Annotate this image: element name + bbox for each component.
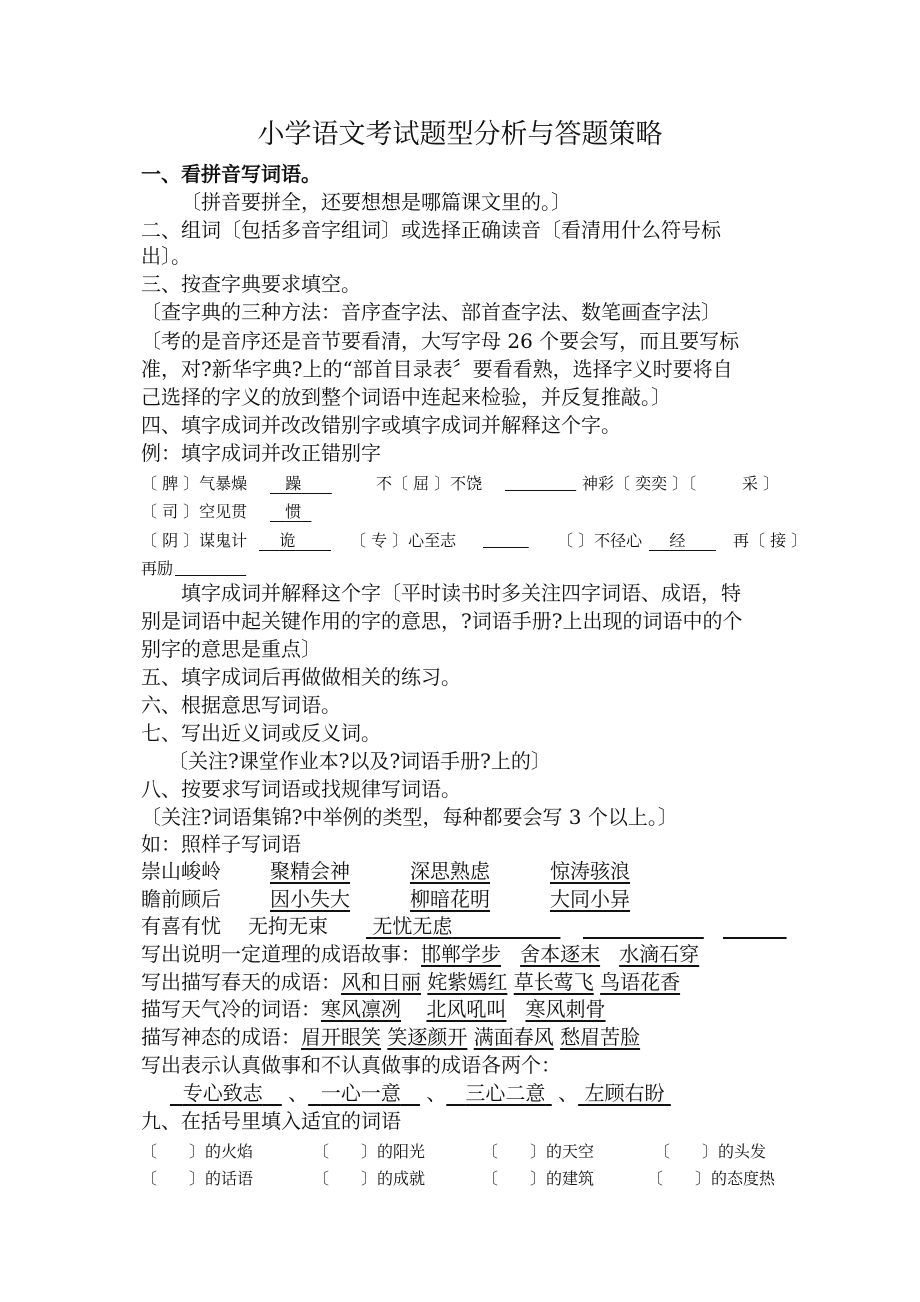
page-title: 小学语文考试题型分析与答题策略 bbox=[257, 119, 663, 150]
answer-blank bbox=[583, 913, 704, 939]
fill-blank-item: 〔 〕的态度热 bbox=[647, 1169, 776, 1188]
exercise-item: 〔 专 〕心至志 bbox=[350, 531, 457, 550]
idiom-example: 瞻前顾后 bbox=[141, 887, 221, 911]
fill-blank-item: 〔 〕的头发 bbox=[654, 1142, 767, 1161]
section-3-note-4: 己选择的字义的放到整个词语中连起来检验，并反复推敲。〕 bbox=[141, 385, 671, 409]
idiom-answer: 无忧无虑 bbox=[372, 914, 453, 938]
section-3-note-1: 〔查字典的三种方法：音序查字法、部首查字法、数笔画查字法〕 bbox=[141, 300, 721, 324]
section-5-heading: 五、填字成词后再做做相关的练习。 bbox=[141, 665, 461, 689]
answer-blank bbox=[483, 528, 529, 547]
idiom-answer: 北风吼叫 bbox=[426, 997, 507, 1021]
section-4-example: 例：填字成词并改正错别字 bbox=[141, 441, 381, 465]
serious-idioms-line: 专心致志 、 一心一意 、 三心二意 、 左顾右盼 bbox=[170, 1080, 671, 1106]
answer-blank bbox=[505, 471, 576, 490]
fill-blank-item: 〔 〕的话语 bbox=[141, 1169, 254, 1188]
idiom-answer: 眉开眼笑 bbox=[301, 1025, 381, 1049]
idiom-answer: 深思熟虑 bbox=[410, 859, 490, 883]
exercise-item: 神彩〔 奕奕 〕〔 bbox=[582, 474, 697, 493]
idiom-answer: 专心致志 bbox=[182, 1081, 263, 1105]
idiom-answer: 左顾右盼 bbox=[584, 1081, 665, 1105]
idiom-example: 崇山峻岭 bbox=[141, 859, 221, 883]
idiom-answer: 愁眉苦脸 bbox=[560, 1025, 641, 1049]
fill-blank-item: 〔 〕的建筑 bbox=[482, 1169, 595, 1188]
idiom-answer: 柳暗花明 bbox=[410, 887, 490, 911]
section-4-para-2: 别是词语中起关键作用的字的意思，?词语手册?上出现的词语中的个 bbox=[141, 609, 743, 633]
idiom-answer: 一心一意 bbox=[320, 1081, 401, 1105]
section-6-heading: 六、根据意思写词语。 bbox=[141, 693, 341, 717]
idiom-answer: 舍本逐末 bbox=[520, 942, 601, 966]
section-2-line-1: 二、组词〔包括多音字组词〕或选择正确读音〔看清用什么符号标 bbox=[141, 218, 721, 242]
mood-idioms-line: 描写神态的成语：眉开眼笑 笑逐颜开 满面春风 愁眉苦脸 bbox=[141, 1025, 641, 1049]
idiom-answer: 水滴石穿 bbox=[619, 942, 700, 966]
idiom-answer: 笑逐颜开 bbox=[387, 1025, 468, 1049]
exercise-item: 〔 〕不径心 bbox=[557, 531, 643, 550]
idiom-answer: 三心二意 bbox=[465, 1081, 546, 1105]
section-3-note-3: 准，对?新华字典?上的“部首目录表〞要看看熟，选择字义时要将自 bbox=[141, 357, 733, 381]
section-4-para-1: 填字成词并解释这个字〔平时读书时多关注四字词语、成语，特 bbox=[181, 581, 741, 605]
idiom-example: 有喜有忧 bbox=[141, 914, 221, 938]
idiom-answer: 鸟语花香 bbox=[600, 970, 681, 994]
idiom-answer: 邯郸学步 bbox=[421, 942, 501, 966]
exercise-item: 〔 阴 〕谋鬼计 bbox=[141, 531, 248, 550]
answer-blank: 躁 bbox=[285, 474, 302, 493]
section-2-line-2: 出〕。 bbox=[141, 244, 191, 268]
story-idioms-line: 写出说明一定道理的成语故事：邯郸学步 舍本逐末 水滴石穿 bbox=[141, 942, 700, 966]
fill-blank-item: 〔 〕的火焰 bbox=[141, 1142, 254, 1161]
fill-blank-item: 〔 〕的天空 bbox=[482, 1142, 595, 1161]
idiom-answer: 寒风凛冽 bbox=[321, 997, 401, 1021]
section-1-heading: 一、看拼音写词语。 bbox=[141, 162, 321, 186]
idiom-answer: 草长莺飞 bbox=[513, 970, 594, 994]
idiom-answer: 姹紫嫣红 bbox=[427, 970, 508, 994]
section-7-note: 〔关注?课堂作业本?以及?词语手册?上的〕 bbox=[168, 749, 551, 773]
cold-idioms-line: 描写天气冷的词语：寒风凛冽 北风吼叫 寒风刺骨 bbox=[141, 997, 606, 1021]
exercise-item: 再〔 接 〕 bbox=[733, 531, 808, 550]
section-1-note: 〔拼音要拼全，还要想想是哪篇课文里的。〕 bbox=[181, 190, 571, 214]
section-4-para-3: 别字的意思是重点〕 bbox=[141, 637, 321, 661]
idiom-answer: 风和日丽 bbox=[341, 970, 421, 994]
answer-blank: 经 bbox=[669, 531, 686, 550]
idiom-answer: 满面春风 bbox=[473, 1025, 554, 1049]
answer-blank: 诡 bbox=[279, 531, 296, 550]
spring-idioms-line: 写出描写春天的成语：风和日丽 姹紫嫣红 草长莺飞 鸟语花香 bbox=[141, 970, 681, 994]
idiom-answer: 寒风刺骨 bbox=[525, 997, 606, 1021]
exercise-item: 〔 司 〕空见贯 bbox=[141, 502, 248, 521]
answer-blank: 惯 bbox=[285, 502, 302, 521]
section-8-note: 〔关注?词语集锦?中举例的类型，每种都要会写 3 个以上。〕 bbox=[141, 805, 678, 829]
exercise-item: 再励 bbox=[141, 559, 174, 578]
exercise-item: 采 〕 bbox=[742, 474, 780, 493]
section-3-note-2: 〔考的是音序还是音节要看清，大写字母 26 个要会写，而且要写标 bbox=[141, 329, 740, 353]
exercise-item: 〔 脾 〕气暴燥 bbox=[141, 474, 248, 493]
section-8-heading: 八、按要求写词语或找规律写词语。 bbox=[141, 777, 461, 801]
fill-blank-item: 〔 〕的成就 bbox=[313, 1169, 426, 1188]
answer-blank bbox=[723, 913, 787, 939]
section-8-example: 如：照样子写词语 bbox=[141, 832, 301, 856]
exercise-item: 不〔 屈 〕不饶 bbox=[376, 474, 483, 493]
answer-blank bbox=[175, 556, 246, 575]
section-9-heading: 九、在括号里填入适宜的词语 bbox=[141, 1109, 401, 1133]
idiom-answer: 聚精会神 bbox=[270, 859, 350, 883]
section-4-heading: 四、填字成词并改改错别字或填字成词并解释这个字。 bbox=[141, 413, 621, 437]
fill-blank-item: 〔 〕的阳光 bbox=[313, 1142, 426, 1161]
idiom-answer: 大同小异 bbox=[550, 887, 630, 911]
section-3-heading: 三、按查字典要求填空。 bbox=[141, 272, 361, 296]
idiom-example: 无拘无束 bbox=[248, 914, 328, 938]
serious-idioms-label: 写出表示认真做事和不认真做事的成语各两个： bbox=[141, 1053, 561, 1077]
idiom-answer: 惊涛骇浪 bbox=[550, 859, 630, 883]
idiom-answer: 因小失大 bbox=[270, 887, 350, 911]
section-7-heading: 七、写出近义词或反义词。 bbox=[141, 721, 381, 745]
